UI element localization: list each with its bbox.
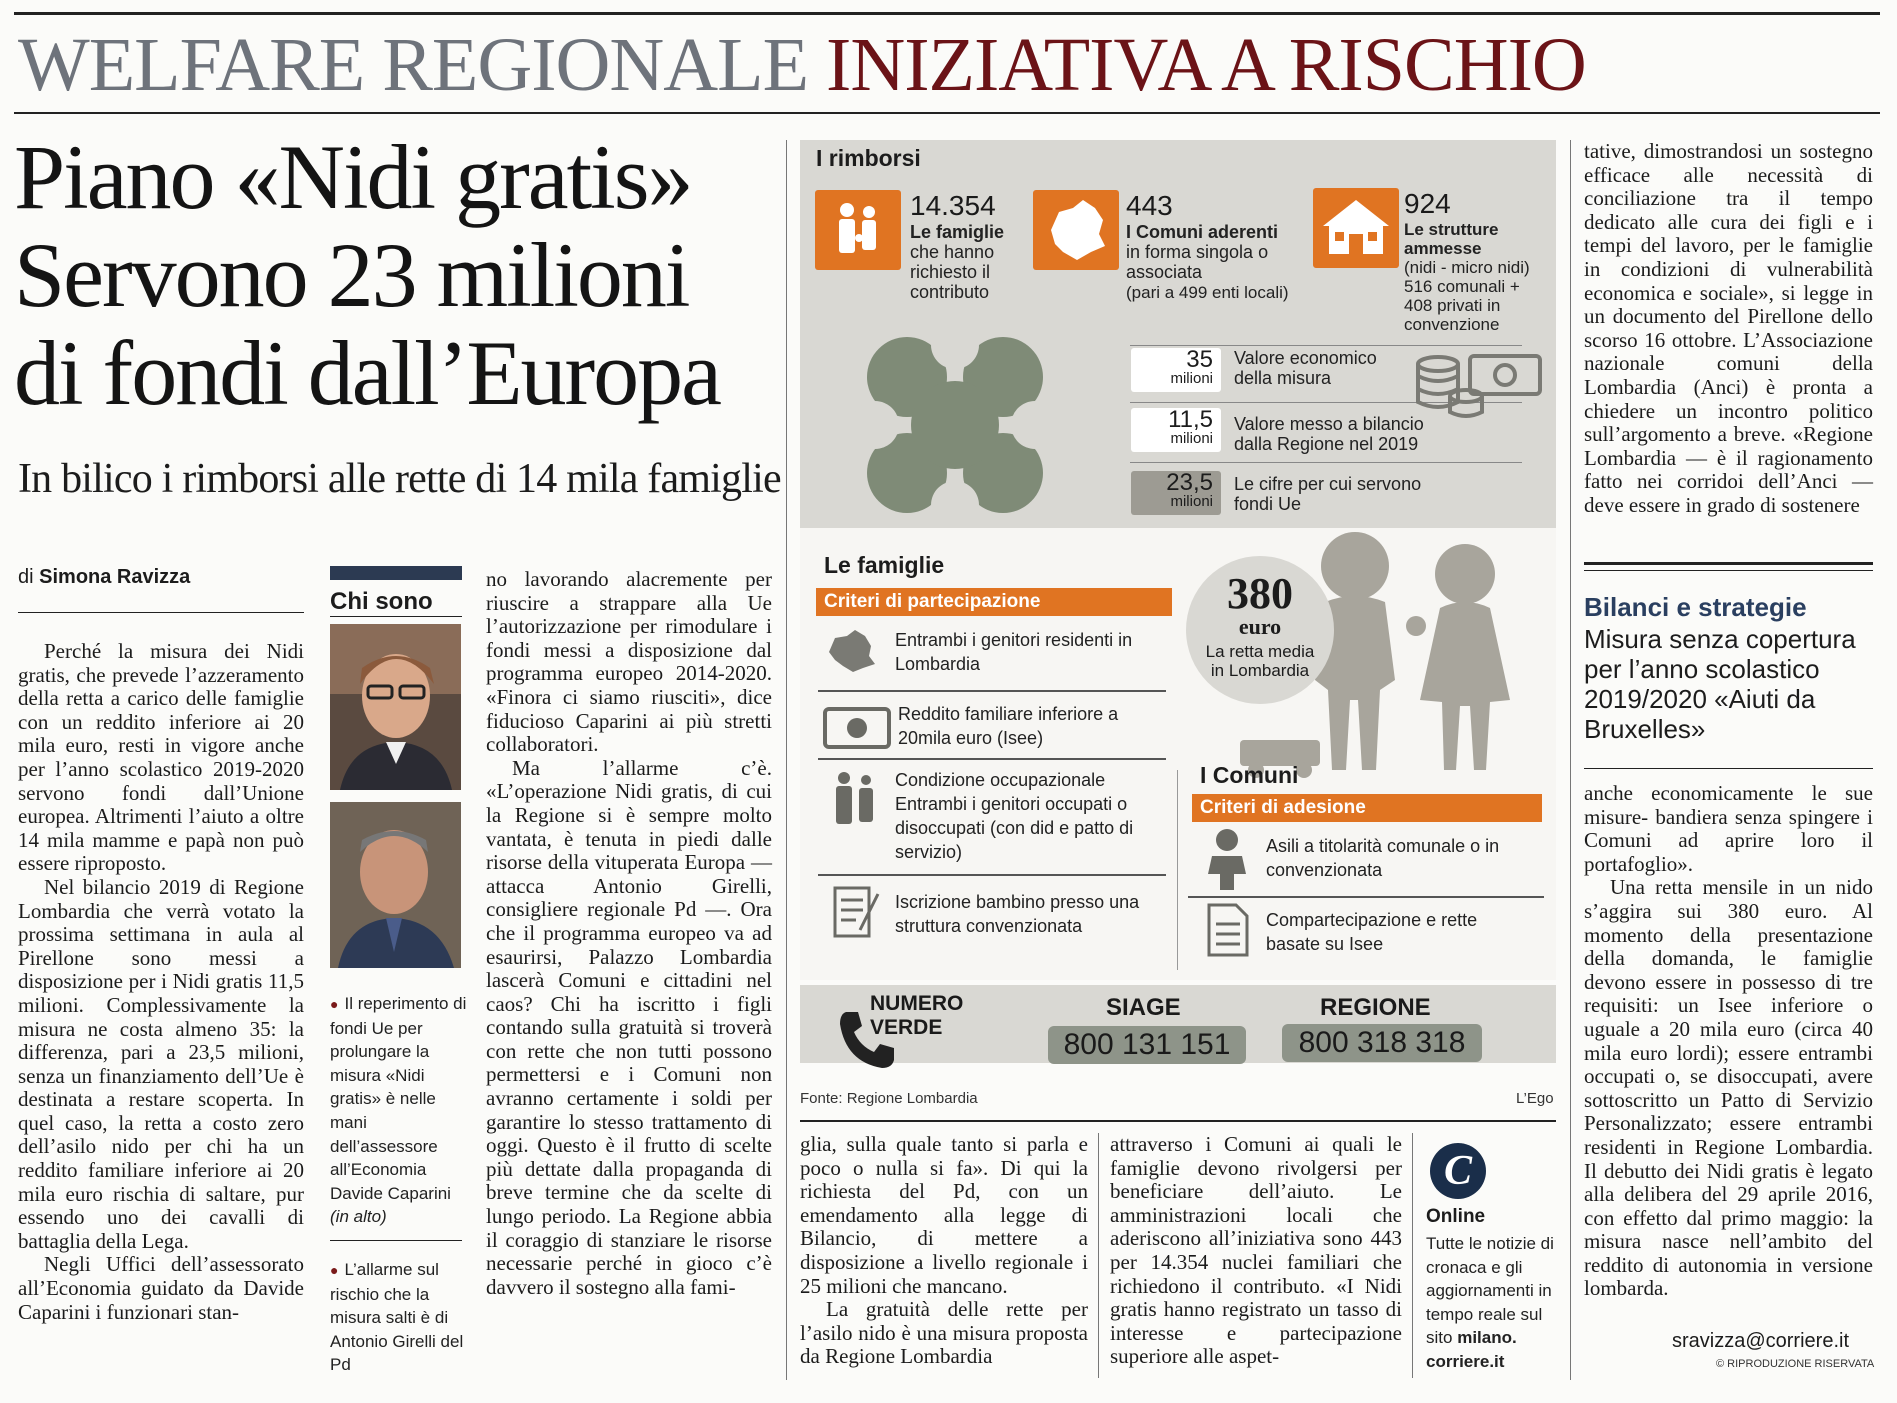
document-pen-icon [832,882,888,942]
value-box-23-5 [1131,471,1221,515]
subheadline: In bilico i rimborsi alle rette di 14 mila famiglie [18,456,781,502]
family-icon [815,190,901,270]
retta-circle [1186,556,1334,704]
box-rule-bottom [1584,768,1873,769]
column-separator [1570,140,1571,1380]
stat-families [910,190,1030,302]
famiglie-title: Le famiglie [824,552,945,578]
box-text: Misura senza copertura per l’anno scolastico 2019/2020 «Aiuti da Bruxelles» [1584,624,1856,744]
corriere-logo-icon[interactable]: C [1430,1143,1486,1199]
stat-label [910,222,1030,302]
box-rule-top [1584,562,1873,565]
criterion-divider [1188,896,1544,898]
column-separator [1098,1133,1099,1378]
copyright-notice: © RIPRODUZIONE RISERVATA [1716,1358,1875,1370]
online-site-link[interactable]: milano. corriere.it [1426,1328,1517,1371]
value-label: Le cifre per cui servono fondi Ue [1234,474,1422,514]
article-column-5-bottom [1584,782,1873,1301]
parents-icon [832,770,878,842]
value-amount: 23,5 [1166,469,1213,496]
portrait-girelli [330,802,461,968]
retta-value: 380 [1227,569,1293,618]
value-amount: 11,5 [1168,406,1213,433]
article-column-3 [800,1133,1088,1369]
byline [18,566,190,589]
regione-number[interactable]: 800 318 318 [1282,1024,1482,1062]
headline-line: Piano «Nidi gratis» [14,126,692,228]
famiglie-criterion: Entrambi i genitori residenti in Lombardia [895,630,1133,674]
stat-label [1404,220,1552,334]
article-column-2 [486,568,772,1299]
kicker-red: INIZIATIVA A RISCHIO [826,23,1586,107]
paragraph: Negli Uffici dell’assessorato all’Economia guidato da Davide Caparini i funzionari stan- [18,1252,304,1324]
comuni-criterion: Asili a titolarità comunale o in convenzionata [1266,836,1500,880]
byline-author: Simona Ravizza [39,566,191,588]
retta-label: La retta media in Lombardia [1205,642,1315,680]
siage-number[interactable]: 800 131 151 [1048,1026,1246,1064]
paragraph: attraverso i Comuni ai quali le famiglie devono rivolgersi per beneficiare dell’aiuto. Le amministrazioni locali che aderiscono all’iniziativa sono 443 per 14.354 nuclei familiari che richiedono il contributo. «I Nidi gratis hanno registrato un tasso di interesse e partecipazione superiore alle aspet- [1110,1132,1402,1369]
stat-strutture [1404,188,1552,334]
author-email[interactable]: sravizza@corriere.it [1672,1330,1850,1352]
sidebar-divider [330,1240,462,1241]
decorative-x-shape [855,325,1055,525]
rimborsi-title: I rimborsi [816,145,921,171]
byline-rule [18,612,304,613]
criterion-divider [818,758,1166,760]
sidebar-rule [330,616,462,617]
stat-label-bold: Le strutture ammesse [1404,220,1499,258]
stat-label-text: (nidi - micro nidi) 516 comunali + 408 privati in convenzione [1404,258,1530,334]
online-description: Tutte le notizie di cronaca e gli aggiornamenti in tempo reale sul sito [1426,1234,1554,1348]
value-label: Valore economico della misura [1234,348,1377,388]
box-title: Bilanci e strategie [1584,592,1807,622]
article-column-4 [1110,1133,1402,1369]
headline [14,128,804,422]
caption-text: Il reperimento di fondi Ue per prolungare la misura «Nidi gratis» è nelle mani dell’assessore all’Economia Davide Caparini [330,994,467,1203]
child-icon [1204,828,1250,892]
lombardia-map-icon [1033,190,1119,270]
stat-label-bold: I Comuni aderenti [1126,222,1279,242]
sidebar-title: Chi sono [330,588,433,615]
paragraph: Nel bilancio 2019 di Regione Lombardia che verrà votato la prossima settimana in aula al Pirellone sono messi a disposizione per i Nidi gratis 11,5 milioni. Complessivamente la misura ne costa almeno 35: la differenza, pari a 23,5 milioni, senza un finanziamento dell’Ue è destinata a restare scoperta. In quel caso, la retta a costo zero dell’asilo nido per chi ha un reddito familiare inferiore ai 20 mila euro rischia di saltare, pur essendo uno dei cavalli di battaglia della Lega. [18,874,304,1253]
value-box-35 [1131,348,1221,392]
article-column-1 [18,640,304,1324]
building-icon [1313,188,1399,268]
paragraph: tative, dimostrandosi un sostegno efficace alle necessità di conciliazione tra il tempo dedicato alle cura dei figli e i tempi del lavoro, per le famiglie in condizioni di vulnerabilità economica e sociale», si legge in un documento del Pirellone dello scorso 16 ottobre. L’Associazione nazionale comuni della Lombardia (Anci) è pronta a chiedere un incontro politico sull’argomento a breve. «Regione Lombardia — è il ragionamento fatto nei corridoi dell’Anci — deve essere in grado di sostenere [1584,139,1873,517]
caption-text: L’allarme sul rischio che la misura salti è di Antonio Girelli del Pd [330,1260,464,1375]
comuni-criterion: Compartecipazione e rette basate su Isee [1266,910,1478,954]
regione-label: REGIONE [1320,994,1431,1021]
portrait-caparini-image [330,624,461,790]
stat-label-text: che hanno richiesto il contributo [910,242,995,302]
famiglie-criterion: Iscrizione bambino presso una struttura convenzionata [895,892,1140,936]
sidebar-bar [330,566,462,580]
paragraph: anche economicamente le sue misure- bandiera senza spingere i Comuni ad aprire loro il portafoglio». [1584,781,1873,876]
criterion-divider [818,690,1166,692]
infographic-source: Fonte: Regione Lombardia [800,1090,978,1107]
document-icon [1206,902,1250,958]
comuni-criteria-header: Criteri di adesione [1192,794,1542,822]
value-unit: milioni [1170,430,1213,447]
value-row-rule [1130,462,1522,463]
online-title: Online [1426,1206,1486,1227]
comuni-title: I Comuni [1200,762,1299,788]
stat-note: (pari a 499 enti locali) [1126,283,1289,302]
retta-unit: euro [1238,614,1282,639]
siage-label: SIAGE [1106,994,1181,1021]
value-box-11-5 [1131,408,1221,452]
column-separator [1412,1133,1413,1378]
sidebar-caption-1 [330,992,468,1229]
infographic-credit: L’Ego [1516,1090,1554,1107]
value-unit: milioni [1170,493,1213,510]
column-separator [786,140,787,1380]
portrait-girelli-image [330,802,461,968]
famiglie-criteria-header: Criteri di partecipazione [816,588,1172,616]
paragraph: Ma l’allarme c’è. «L’operazione Nidi gratis, di cui la Regione si è sempre molto vantata, è tenuta in piedi dalle risorse della vituperata Europa — attacca Antonio Girelli, consigliere regionale Pd —. Ora che il programma europeo va ad esaurirsi, Palazzo Lombardia lascerà Comuni e cittadini nel caos? Chi ha iscritto i figli contando sulla gratuità si troverà con rette che non tutti possono permettersi e i Comuni non avranno certamente i soldi per garantire lo stesso trattamento di oggi. Questo è il frutto di scelte più dettate dalla propaganda di breve termine che da scelte di lungo periodo. La Regione abbia il coraggio di stanziare le risorse necessarie perché in gioco c’è davvero il sostegno alla fami- [486,755,772,1299]
banknote-icon [822,706,892,750]
byline-prefix: di [18,566,34,588]
section-kicker [18,22,1586,109]
box-rule-top-thin [1584,570,1873,571]
value-amount: 35 [1186,346,1213,373]
paragraph: Una retta mensile in un nido s’aggira sui 380 euro. Al momento della presentazione della domanda, le famiglie devono essere in possesso di tre requisiti: un Isee inferiore o uguale a 20 mila euro (circa 40 mila euro lordi); essere entrambi occupati o, se disoccupati, avere sottoscritto un Patto di Servizio Personalizzato; essere entrambi residenti in Regione Lombardia. Il debutto dei Nidi gratis è legato alla delibera del 29 aprile 2016, con effetto dal primo maggio: la misura nasce nell’ambito del reddito di autonomia in versione lombarda. [1584,875,1873,1301]
headline-line: di fondi dall’Europa [14,322,721,424]
money-icon [1414,350,1544,420]
caption-note: (in alto) [330,1207,387,1227]
paragraph: no lavorando alacremente per riuscire a strappare alla Ue l’autorizzazione per rimodulare i fondi messi a disposizione dal programma europeo 2014-2020. «Finora ci siamo riusciti», dice fiducioso Caparini ai più stretti collaboratori. [486,567,772,757]
header-rule [14,112,1880,114]
stat-value: 14.354 [910,190,996,221]
value-label: Valore messo a bilancio dalla Regione nel 2019 [1234,414,1424,454]
numero-verde-label: NUMERO VERDE [870,992,964,1039]
article-column-5-top [1584,140,1873,518]
paragraph: Perché la misura dei Nidi gratis, che prevede l’azzeramento della retta a carico delle famiglie con un reddito inferiore ai 20 mila euro, resti in vigore anche per l’anno scolastico 2019-2020 servono fondi dall’Unione europea. Altrimenti l’aiuto a oltre 14 mila mamme e papà non può essere riproposto. [18,639,304,876]
stat-value: 924 [1404,188,1451,219]
stat-label [1126,222,1316,303]
top-rule [14,12,1880,15]
portrait-caparini [330,624,461,790]
headline-line: Servono 23 milioni [14,224,689,326]
lombardia-map-icon [825,628,881,672]
criterion-divider [818,874,1166,876]
paragraph: glia, sulla quale tanto si parla e poco o nulla si fa». Di qui la richiesta del Pd, con un emendamento alla legge di Bilancio, di mettere a disposizione a livello regionale i 25 milioni che mancano. [800,1132,1088,1298]
paragraph: La gratuità delle rette per l’asilo nido è una misura proposta da Regione Lombardia [800,1297,1088,1369]
famiglie-criterion: Condizione occupazionale Entrambi i genitori occupati o disoccupati (con did e patto di servizio) [895,770,1134,862]
infographic-bottom-rule [800,1120,1556,1122]
bullet-icon: ● [330,1262,339,1278]
stat-label-text: in forma singola o associata [1126,242,1269,282]
infographic-inner-separator [1177,770,1178,970]
online-text [1426,1232,1558,1374]
stat-comuni [1126,190,1316,303]
famiglie-criterion: Reddito familiare inferiore a 20mila euro (Isee) [898,704,1119,748]
kicker-gray: WELFARE REGIONALE [18,23,809,107]
stat-value: 443 [1126,190,1173,221]
stat-label-bold: Le famiglie [910,222,1005,242]
bullet-icon: ● [330,996,339,1012]
value-unit: milioni [1170,370,1213,387]
sidebar-caption-2 [330,1258,468,1377]
